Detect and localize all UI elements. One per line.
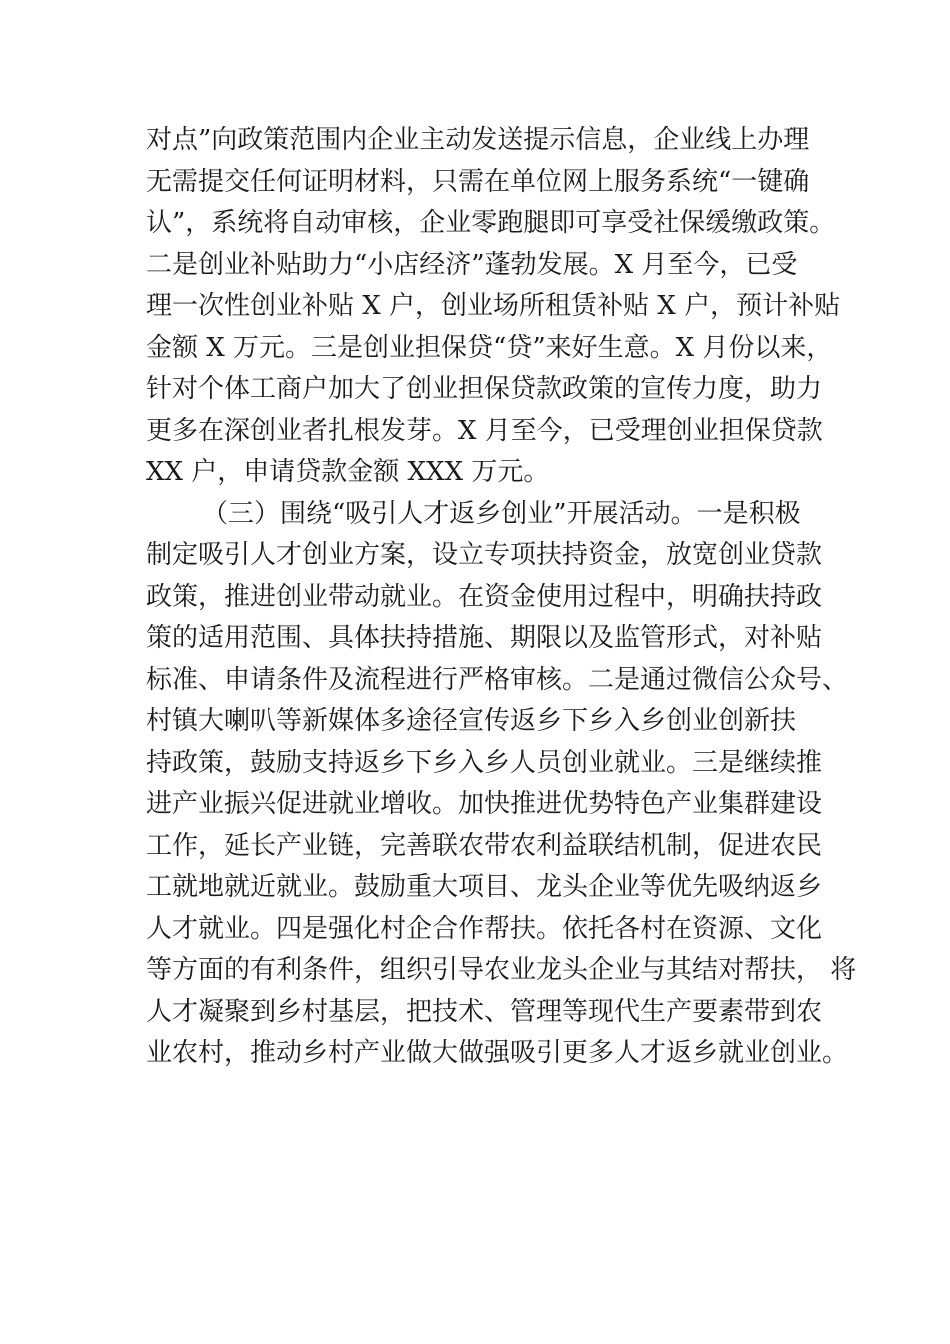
text-line: 更多在深创业者扎根发芽。X 月至今，已受理创业担保贷款 [146,415,823,446]
text-line: 认”，系统将自动审核，企业零跑腿即可享受社保缓缴政策。 [146,208,836,238]
text-line: XX 户，申请贷款金额 XXX 万元。 [146,457,550,487]
text-line: 对点”向政策范围内企业主动发送提示信息，企业线上办理 [146,125,810,155]
text-line: 人才凝聚到乡村基层，把技术、管理等现代生产要素带到农 [146,996,823,1027]
text-line: 工就地就近就业。鼓励重大项目、龙头企业等优先吸纳返乡 [146,872,823,902]
text-line: 村镇大喇叭等新媒体多途径宣传返乡下乡入乡创业创新扶 [146,706,797,736]
text-line: 人才就业。四是强化村企合作帮扶。依托各村在资源、文化 [146,913,823,944]
body-text [146,120,857,1075]
text-line: 工作，延长产业链，完善联农带农利益联结机制，促进农民 [146,830,823,861]
text-line: 无需提交任何证明材料，只需在单位网上服务系统“一键确 [146,166,810,197]
text-line: 标准、申请条件及流程进行严格审核。二是通过微信公众号、 [146,664,849,695]
section-heading-line: （三）围绕“吸引人才返乡创业”开展活动。一是积极 [202,498,801,529]
text-line: 进产业振兴促进就业增收。加快推进优势特色产业集群建设 [146,789,823,819]
text-line: 针对个体工商户加大了创业担保贷款政策的宣传力度，助力 [146,374,823,404]
text-line: 等方面的有利条件，组织引导农业龙头企业与其结对帮扶， 将 [146,955,857,985]
text-line: 二是创业补贴助力“小店经济”蓬勃发展。X 月至今，已受 [146,249,798,280]
text-line: 政策，推进创业带动就业。在资金使用过程中，明确扶持政 [146,581,823,612]
text-line: 理一次性创业补贴 X 户，创业场所租赁补贴 X 户，预计补贴 [146,291,841,321]
text-line: 金额 X 万元。三是创业担保贷“贷”来好生意。X 月份以来， [146,332,833,363]
text-line: 业农村，推动乡村产业做大做强吸引更多人才返乡就业创业。 [146,1038,849,1068]
text-line: 持政策，鼓励支持返乡下乡入乡人员创业就业。三是继续推 [146,747,823,778]
text-line: 制定吸引人才创业方案，设立专项扶持资金，放宽创业贷款 [146,540,823,570]
text-line: 策的适用范围、具体扶持措施、期限以及监管形式，对补贴 [146,623,823,653]
